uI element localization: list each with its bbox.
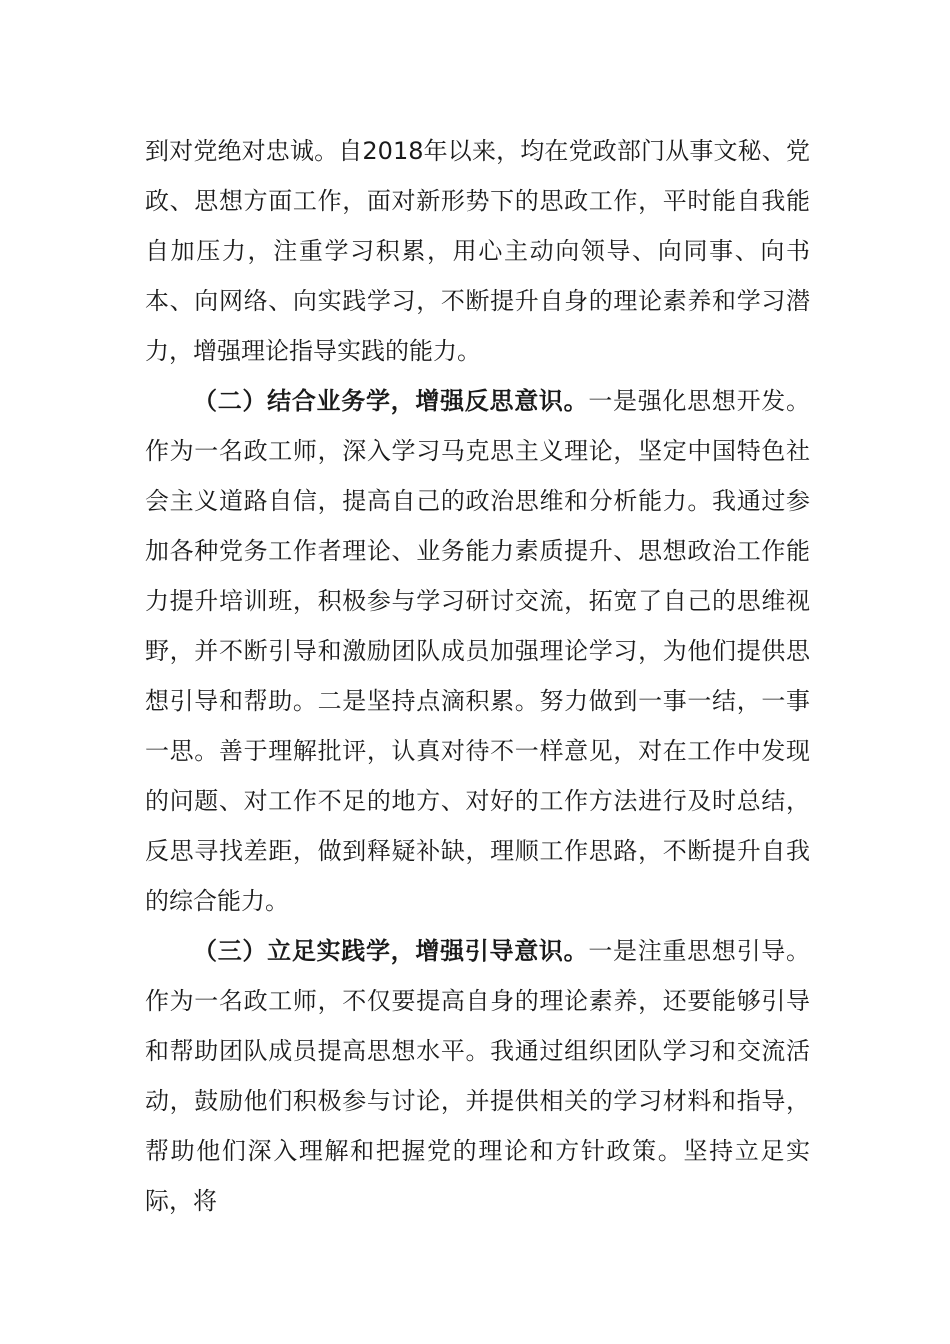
paragraph-body: 一是强化思想开发。作为一名政工师，深入学习马克思主义理论，坚定中国特色社会主义道路自信，提高自己的政治思维和分析能力。我通过参加各种党务工作者理论、业务能力素质提升、思想政治工作能力提升培训班，积极参与学习研讨交流，拓宽了自己的思维视野，并不断引导和激励团队成员加强理论学习，为他们提供思想引导和帮助。二是坚持点滴积累。努力做到一事一结，一事一思。善于理解批评，认真对待不一样意见，对在工作中发现的问题、对工作不足的地方、对好的工作方法进行及时总结，反思寻找差距，做到释疑补缺，理顺工作思路，不断提升自我的综合能力。 <box>145 387 811 915</box>
document-body <box>145 126 810 1226</box>
paragraph-body: 到对党绝对忠诚。自2018年以来，均在党政部门从事文秘、党政、思想方面工作，面对新形势下的思政工作，平时能自我能自加压力，注重学习积累，用心主动向领导、向同事、向书本、向网络、向实践学习，不断提升自身的理论素养和学习潜力，增强理论指导实践的能力。 <box>145 137 810 365</box>
section-heading: （二）结合业务学，增强反思意识。 <box>193 387 589 415</box>
paragraph-section-three <box>145 926 810 1226</box>
section-heading: （三）立足实践学，增强引导意识。 <box>193 937 589 965</box>
paragraph-continuation <box>145 126 810 376</box>
paragraph-body: 一是注重思想引导。作为一名政工师，不仅要提高自身的理论素养，还要能够引导和帮助团队成员提高思想水平。我通过组织团队学习和交流活动，鼓励他们积极参与讨论，并提供相关的学习材料和指导，帮助他们深入理解和把握党的理论和方针政策。坚持立足实际，将 <box>145 937 811 1215</box>
paragraph-section-two <box>145 376 810 926</box>
